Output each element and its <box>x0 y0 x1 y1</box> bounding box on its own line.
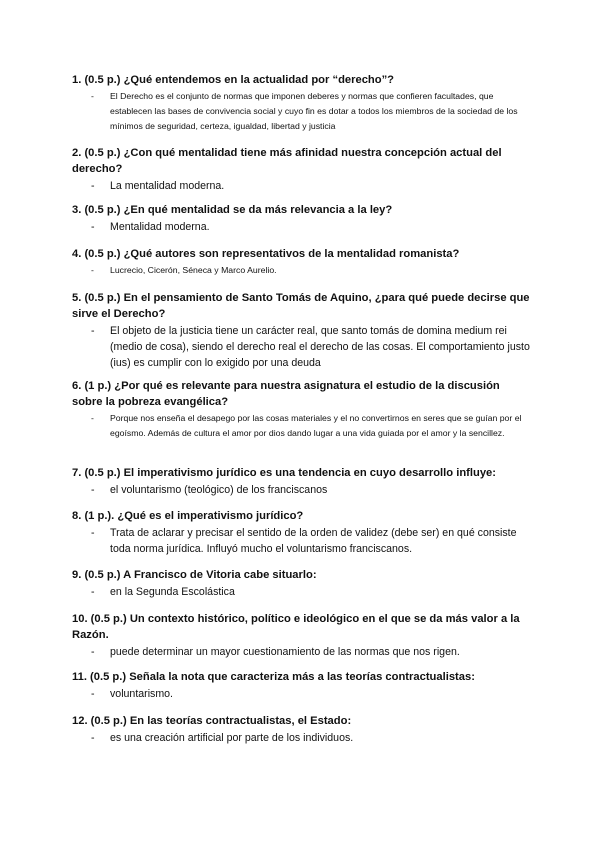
answer-item <box>72 584 530 600</box>
answer-text: es una creación artificial por parte de los individuos. <box>110 732 354 744</box>
answer-text: Mentalidad moderna. <box>110 221 210 233</box>
question-title: 1. (0.5 p.) ¿Qué entendemos en la actualidad por “derecho”? <box>72 74 395 86</box>
question-5 <box>72 290 530 371</box>
answer-text: Trata de aclarar y precisar el sentido de la orden de validez (debe ser) en qué consiste toda norma jurídica. Influyó mucho el voluntarismo franciscanos. <box>110 527 517 555</box>
question-2 <box>72 145 530 194</box>
question-title: 4. (0.5 p.) ¿Qué autores son representativos de la mentalidad romanista? <box>72 248 460 260</box>
answer-item <box>72 411 530 441</box>
answer-item <box>72 482 530 498</box>
bullet-dash: - <box>91 527 95 539</box>
answer-item <box>72 323 530 371</box>
question-7 <box>72 465 530 498</box>
answer-text: Porque nos enseña el desapego por las cosas materiales y el no convertirnos en seres que se guían por el egoísmo. Además de cultura el amor por dios dando lugar a una vida guiada por el amor y la sencillez. <box>110 413 522 438</box>
question-3 <box>72 202 530 235</box>
bullet-dash: - <box>91 91 94 101</box>
bullet-dash: - <box>91 265 94 275</box>
question-1 <box>72 72 530 134</box>
bullet-dash: - <box>91 413 94 423</box>
answer-text: puede determinar un mayor cuestionamiento de las normas que nos rigen. <box>110 646 460 658</box>
bullet-dash: - <box>91 484 95 496</box>
answer-item <box>72 178 530 194</box>
question-title: 12. (0.5 p.) En las teorías contractualistas, el Estado: <box>72 715 352 727</box>
question-title: 11. (0.5 p.) Señala la nota que caracteriza más a las teorías contractualistas: <box>72 671 475 683</box>
answer-text: el voluntarismo (teológico) de los franciscanos <box>110 484 328 496</box>
answer-item <box>72 263 530 278</box>
bullet-dash: - <box>91 646 95 658</box>
question-title: 8. (1 p.). ¿Qué es el imperativismo jurídico? <box>72 510 304 522</box>
question-title: 3. (0.5 p.) ¿En qué mentalidad se da más relevancia a la ley? <box>72 204 393 216</box>
question-10 <box>72 611 530 660</box>
answer-item <box>72 219 530 235</box>
answer-text: en la Segunda Escolástica <box>110 586 235 598</box>
bullet-dash: - <box>91 688 95 700</box>
question-12 <box>72 713 530 746</box>
answer-item <box>72 686 530 702</box>
answer-text: El Derecho es el conjunto de normas que imponen deberes y normas que confieren facultades, que establecen las bases de convivencia social y cuyo fin es dotar a todos los miembros de la sociedad de los mínimos de seguridad, certeza, igualdad, libertad y justicia <box>110 91 518 131</box>
question-title: 6. (1 p.) ¿Por qué es relevante para nuestra asignatura el estudio de la discusión sobre la pobreza evangélica? <box>72 380 500 408</box>
question-11 <box>72 669 530 702</box>
question-title: 2. (0.5 p.) ¿Con qué mentalidad tiene más afinidad nuestra concepción actual del derecho? <box>72 147 502 175</box>
answer-text: La mentalidad moderna. <box>110 180 225 192</box>
question-title: 7. (0.5 p.) El imperativismo jurídico es una tendencia en cuyo desarrollo influye: <box>72 467 496 479</box>
answer-text: Lucrecio, Cicerón, Séneca y Marco Aurelio. <box>110 265 277 275</box>
answer-item <box>72 89 530 134</box>
bullet-dash: - <box>91 221 95 233</box>
answer-item <box>72 730 530 746</box>
bullet-dash: - <box>91 180 95 192</box>
question-title: 9. (0.5 p.) A Francisco de Vitoria cabe situarlo: <box>72 569 317 581</box>
question-8 <box>72 508 530 557</box>
bullet-dash: - <box>91 586 95 598</box>
bullet-dash: - <box>91 732 95 744</box>
answer-item <box>72 525 530 557</box>
question-title: 10. (0.5 p.) Un contexto histórico, político e ideológico en el que se da más valor a la Razón. <box>72 613 520 641</box>
question-4 <box>72 246 530 278</box>
bullet-dash: - <box>91 325 95 337</box>
answer-text: voluntarismo. <box>110 688 173 700</box>
question-6 <box>72 378 530 441</box>
answer-item <box>72 644 530 660</box>
question-title: 5. (0.5 p.) En el pensamiento de Santo Tomás de Aquino, ¿para qué puede decirse que sirve el Derecho? <box>72 292 530 320</box>
answer-text: El objeto de la justicia tiene un carácter real, que santo tomás de domina medium rei (medio de cosa), siendo el derecho real el derecho de las cosas. El comportamiento justo (ius) es cumplir con lo exigido por una deuda <box>110 325 530 369</box>
question-9 <box>72 567 530 600</box>
